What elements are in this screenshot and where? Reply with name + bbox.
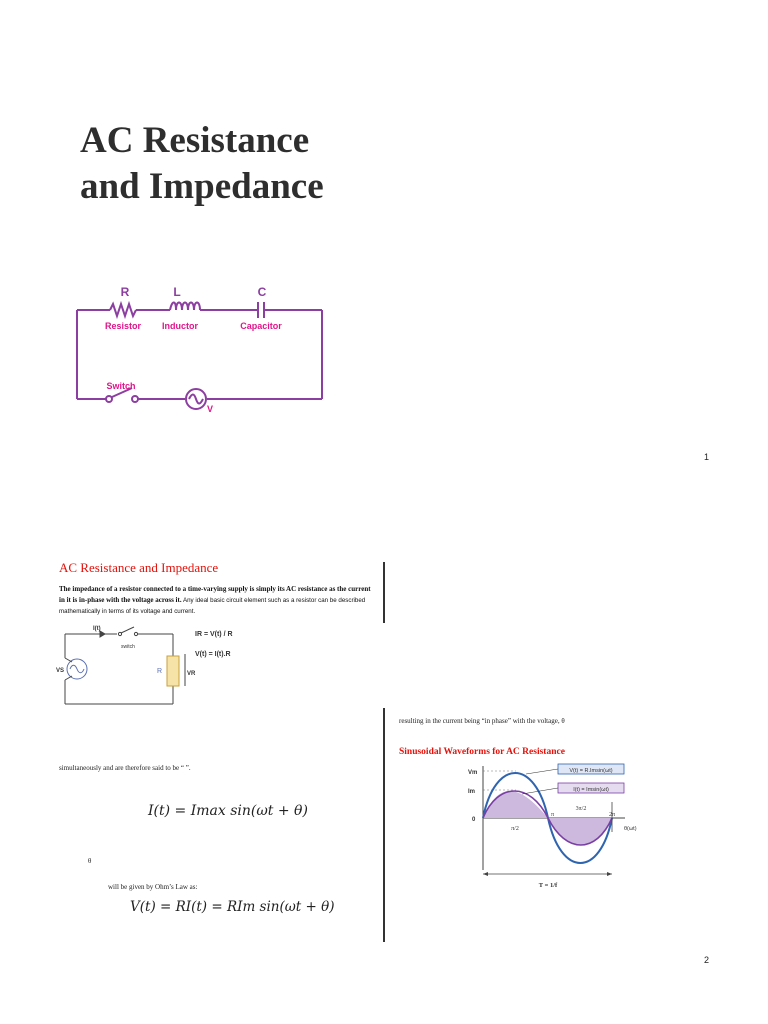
vm-label: Vm (468, 770, 478, 776)
circuit-switch-label: Switch (106, 381, 136, 391)
page-number-1: 1 (704, 452, 710, 462)
switch-small-label: switch (121, 644, 135, 650)
circuit-c-letter: C (257, 285, 267, 299)
circuit-l-letter: L (173, 285, 181, 299)
period-label: T = 1/f (538, 882, 558, 889)
circuit-r-letter: R (120, 285, 130, 299)
vr-label: VR (187, 671, 196, 677)
im-label: Im (468, 789, 476, 795)
intro-sans-text: Any ideal basic circuit element such as a resistor can be described mathematically in terms of its voltage and current. (59, 596, 366, 615)
slide2-heading: AC Resistance and Impedance (59, 560, 219, 575)
ohms-law-eq2: V(t) = I(t).R (195, 651, 231, 658)
circuit-source-label: V (206, 404, 214, 414)
voltage-equation: V(t) = RI(t) = RIm sin(ωt + θ) (130, 899, 335, 915)
sinusoidal-waveform-chart (460, 762, 672, 902)
page-number-2: 2 (704, 955, 710, 965)
tick-pi-over-2: π/2 (511, 826, 519, 832)
circuit-capacitor-label: Capacitor (240, 321, 282, 331)
circuit-inductor-label: Inductor (162, 321, 198, 331)
tick-pi: π (551, 812, 555, 818)
resistor-r-label: R (157, 668, 163, 675)
resistor-circuit-diagram (55, 620, 255, 710)
column-divider-top (383, 562, 385, 623)
theta-symbol: θ (88, 857, 92, 865)
slide1-title (80, 118, 380, 210)
ohms-law-eq1: IR = V(t) / R (195, 631, 233, 638)
in-phase-text: resulting in the current being “in phase” with the voltage, θ (399, 717, 565, 725)
column-divider-bottom (383, 708, 385, 942)
current-legend-text: I(t) = Imsin(ωt) (573, 787, 609, 793)
voltage-legend-text: V(t) = R.Imsin(ωt) (569, 768, 613, 774)
intro-serif-text: The impedance of a resistor connected to a time-varying supply is simply its AC resistance as the current in it is in-phase with the voltage across it. (59, 585, 371, 604)
slide1-title-line2: and Impedance (80, 166, 324, 207)
simultaneous-text: simultaneously and are therefore said to be “ ”. (59, 764, 191, 772)
waveform-heading: Sinusoidal Waveforms for AC Resistance (399, 747, 565, 757)
x-axis-label: θ(ωt) (624, 826, 637, 832)
slide2-intro-paragraph (59, 584, 374, 618)
tick-3pi-over-2: 3π/2 (575, 806, 587, 812)
rlc-circuit-diagram (70, 282, 332, 418)
tick-2pi: 2π (608, 812, 616, 818)
ohms-law-text: will be given by Ohm’s Law as: (108, 883, 198, 891)
current-equation: I(t) = Imax sin(ωt + θ) (148, 803, 308, 819)
source-vs-label: VS (56, 668, 65, 674)
current-label: I(t) (93, 626, 101, 632)
slide1-title-line1: AC Resistance (80, 120, 310, 161)
circuit-resistor-label: Resistor (104, 321, 142, 331)
zero-label: 0 (472, 817, 476, 823)
